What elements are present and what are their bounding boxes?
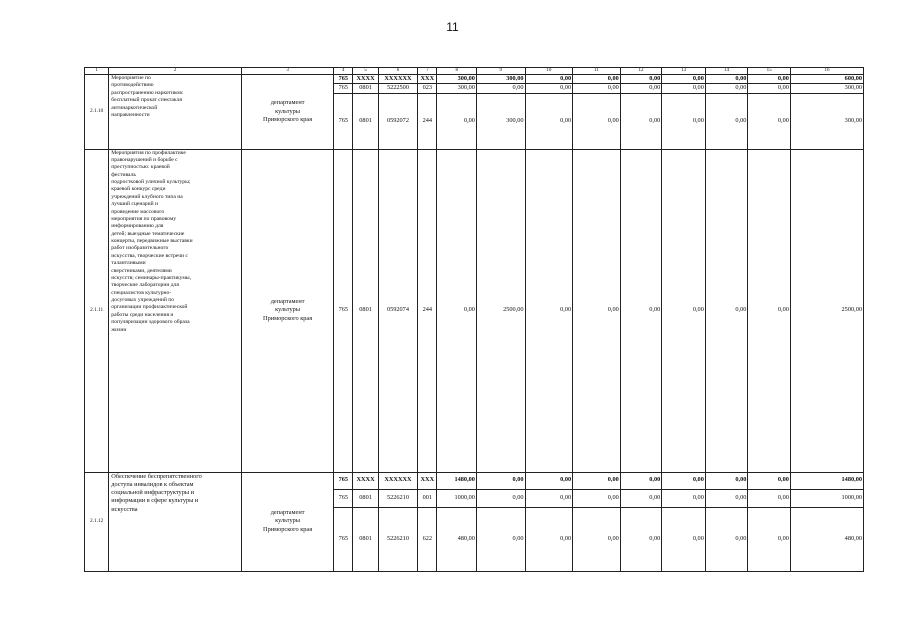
table-cell: 1000,00 bbox=[437, 489, 477, 507]
table-cell: 0,00 bbox=[748, 84, 791, 93]
table-cell: 300,00 bbox=[476, 93, 525, 149]
row-index: 2.1.12 bbox=[85, 472, 109, 571]
table-cell: 0,00 bbox=[573, 75, 621, 84]
table-cell: 0,00 bbox=[573, 84, 621, 93]
table-cell: 0,00 bbox=[525, 84, 573, 93]
table-cell: 0,00 bbox=[662, 149, 706, 472]
header-cell: 8 bbox=[437, 68, 477, 75]
table-cell: 0592072 bbox=[378, 93, 418, 149]
table-cell: 300,00 bbox=[790, 84, 863, 93]
table-cell: 765 bbox=[334, 507, 353, 571]
table-cell: 1000,00 bbox=[790, 489, 863, 507]
table-cell: 5226210 bbox=[378, 507, 418, 571]
table-cell: 0,00 bbox=[705, 75, 748, 84]
table-cell: 0,00 bbox=[705, 84, 748, 93]
table-cell: 0,00 bbox=[525, 489, 573, 507]
table-cell: 0,00 bbox=[573, 472, 621, 489]
header-cell: 5 bbox=[353, 68, 378, 75]
table-cell: 0,00 bbox=[476, 507, 525, 571]
table-cell: 1480,00 bbox=[437, 472, 477, 489]
table-cell: 0,00 bbox=[525, 507, 573, 571]
table-cell: 0,00 bbox=[476, 472, 525, 489]
header-cell: 10 bbox=[525, 68, 573, 75]
table-cell: 0,00 bbox=[525, 472, 573, 489]
table-cell: 300,00 bbox=[437, 75, 477, 84]
table-cell: 0,00 bbox=[437, 93, 477, 149]
table-cell: 0,00 bbox=[620, 507, 662, 571]
table-cell: 0,00 bbox=[662, 489, 706, 507]
table-cell: 0,00 bbox=[748, 489, 791, 507]
table-cell: 300,00 bbox=[790, 93, 863, 149]
table-cell: 0,00 bbox=[620, 93, 662, 149]
header-cell: 3 bbox=[242, 68, 334, 75]
table-cell: 765 bbox=[334, 149, 353, 472]
table-cell: 0801 bbox=[353, 84, 378, 93]
table-cell: 0,00 bbox=[573, 489, 621, 507]
table-cell: 0,00 bbox=[748, 75, 791, 84]
table-cell: 2500,00 bbox=[790, 149, 863, 472]
header-cell: 12 bbox=[620, 68, 662, 75]
measure-name: Обеспечение беспрепятственного доступа инвалидов к объектам социальной инфраструктуры и информации в сфере культуры и искусства bbox=[109, 472, 242, 571]
budget-table bbox=[84, 67, 864, 572]
header-cell: 11 bbox=[573, 68, 621, 75]
department: департамент культуры Приморского края bbox=[242, 472, 334, 571]
table-cell: 0,00 bbox=[525, 149, 573, 472]
table-cell: XXXX bbox=[353, 75, 378, 84]
header-cell: 2 bbox=[109, 68, 242, 75]
header-cell: 14 bbox=[705, 68, 748, 75]
department: департамент культуры Приморского края bbox=[242, 149, 334, 472]
table-cell: 5222500 bbox=[378, 84, 418, 93]
table-cell: 0,00 bbox=[662, 93, 706, 149]
table-cell: 300,00 bbox=[476, 75, 525, 84]
table-cell: 0,00 bbox=[705, 93, 748, 149]
table-cell: 0,00 bbox=[525, 75, 573, 84]
table-cell: 0,00 bbox=[620, 489, 662, 507]
table-cell: XXX bbox=[418, 472, 437, 489]
department: департамент культуры Приморского края bbox=[242, 75, 334, 150]
table-cell: 0,00 bbox=[620, 75, 662, 84]
table-cell: 0,00 bbox=[476, 84, 525, 93]
table-cell: 0,00 bbox=[525, 93, 573, 149]
table-cell: 0,00 bbox=[476, 489, 525, 507]
table-cell: 2500,00 bbox=[476, 149, 525, 472]
table-cell: 0,00 bbox=[662, 84, 706, 93]
page-number: 11 bbox=[446, 20, 459, 34]
header-cell: 15 bbox=[748, 68, 791, 75]
table-cell: 244 bbox=[418, 149, 437, 472]
table-cell: 0801 bbox=[353, 507, 378, 571]
header-cell: 9 bbox=[476, 68, 525, 75]
table-cell: 0,00 bbox=[437, 149, 477, 472]
table-cell: 765 bbox=[334, 472, 353, 489]
table-cell: XXXX bbox=[353, 472, 378, 489]
header-cell: 1 bbox=[85, 68, 109, 75]
table-cell: 480,00 bbox=[437, 507, 477, 571]
row-index: 2.1.10 bbox=[85, 75, 109, 150]
header-row bbox=[85, 68, 864, 75]
table-cell: XXX bbox=[418, 75, 437, 84]
table-cell: 0,00 bbox=[573, 93, 621, 149]
table-cell: 0,00 bbox=[573, 149, 621, 472]
table-cell: 0,00 bbox=[620, 472, 662, 489]
table-cell: 0,00 bbox=[620, 149, 662, 472]
table-cell: 0,00 bbox=[620, 84, 662, 93]
table-cell: 0801 bbox=[353, 149, 378, 472]
table-cell: 0,00 bbox=[748, 472, 791, 489]
table-cell: 0,00 bbox=[662, 472, 706, 489]
table-cell: 765 bbox=[334, 489, 353, 507]
table-cell: 765 bbox=[334, 93, 353, 149]
table-row bbox=[85, 149, 864, 472]
table-cell: 300,00 bbox=[437, 84, 477, 93]
table-cell: 0,00 bbox=[662, 507, 706, 571]
table-cell: 765 bbox=[334, 84, 353, 93]
measure-name: Мероприятия по профилактике правонарушений и борьбе с преступностью: краевой фестиваль подростковой уличной культуры; краевой конкурс среди учреждений клубного типа на лучший сценарий и проведение массового мероприятия по правовому информированию для детей; выездные тематические концерты, передвижные выставки работ изобразительного искусства, творческие встречи с талантливыми сверстниками, деятелями искусств; семинары-практикумы, творческие лаборатории для специалистов культурно- досуговых учреждений по организации профилактической работы среди населения и популяризации здорового образа жизни bbox=[109, 149, 242, 472]
table-cell: 0,00 bbox=[705, 472, 748, 489]
table-cell: XXXXXX bbox=[378, 472, 418, 489]
header-cell: 6 bbox=[378, 68, 418, 75]
table-cell: 0,00 bbox=[705, 507, 748, 571]
table-cell: 0,00 bbox=[573, 507, 621, 571]
table-cell: 0,00 bbox=[705, 149, 748, 472]
table-cell: 5226210 bbox=[378, 489, 418, 507]
table-cell: 0592074 bbox=[378, 149, 418, 472]
table-cell: 480,00 bbox=[790, 507, 863, 571]
table-cell: 0,00 bbox=[748, 149, 791, 472]
measure-name: Мероприятие по противодействию распространению наркотиков: бесплатный прокат спектакля антинаркотической направленности bbox=[109, 75, 242, 150]
table-cell: 0801 bbox=[353, 93, 378, 149]
table-cell: 244 bbox=[418, 93, 437, 149]
header-cell: 13 bbox=[662, 68, 706, 75]
table-cell: 0,00 bbox=[705, 489, 748, 507]
header-cell: 4 bbox=[334, 68, 353, 75]
table-cell: 023 bbox=[418, 84, 437, 93]
table-cell: 001 bbox=[418, 489, 437, 507]
table-cell: 622 bbox=[418, 507, 437, 571]
table-row bbox=[85, 472, 864, 489]
table-cell: 0801 bbox=[353, 489, 378, 507]
header-cell: 16 bbox=[790, 68, 863, 75]
table-row bbox=[85, 75, 864, 84]
table-cell: XXXXXX bbox=[378, 75, 418, 84]
table-cell: 765 bbox=[334, 75, 353, 84]
table-cell: 0,00 bbox=[748, 507, 791, 571]
row-index: 2.1.11 bbox=[85, 149, 109, 472]
table-cell: 0,00 bbox=[748, 93, 791, 149]
table-cell: 1480,00 bbox=[790, 472, 863, 489]
table-cell: 600,00 bbox=[790, 75, 863, 84]
header-cell: 7 bbox=[418, 68, 437, 75]
table-cell: 0,00 bbox=[662, 75, 706, 84]
